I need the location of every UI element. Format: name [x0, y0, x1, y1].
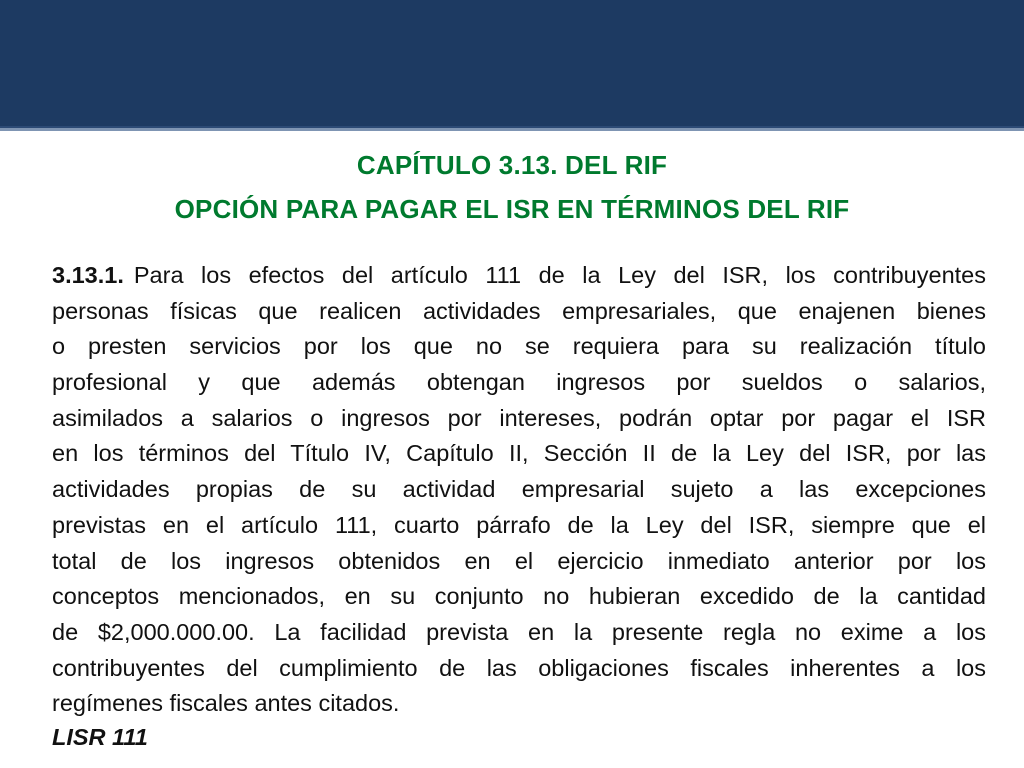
rule-number: 3.13.1. [52, 262, 124, 288]
paragraph-line: o presten servicios por los que no se requiera para su realización título [52, 333, 986, 360]
paragraph-line: conceptos mencionados, en su conjunto no hubieran excedido de la cantidad [52, 583, 986, 610]
legal-reference: LISR 111 [52, 724, 148, 750]
paragraph-line: profesional y que además obtengan ingresos por sueldos o salarios, [52, 369, 986, 396]
paragraph-line [52, 258, 986, 294]
rule-paragraph [52, 258, 986, 722]
chapter-subtitle: OPCIÓN PARA PAGAR EL ISR EN TÉRMINOS DEL RIF [174, 194, 850, 224]
paragraph-line: previstas en el artículo 111, cuarto párrafo de la Ley del ISR, siempre que el [52, 511, 986, 538]
paragraph-line: asimilados a salarios o ingresos por intereses, podrán optar por pagar el ISR [52, 404, 986, 431]
header-band [0, 0, 1024, 131]
chapter-title: CAPÍTULO 3.13. DEL RIF [356, 150, 668, 180]
paragraph-line: personas físicas que realicen actividades empresariales, que enajenen bienes [52, 297, 986, 324]
paragraph-line: total de los ingresos obtenidos en el ejercicio inmediato anterior por los [52, 547, 986, 574]
paragraph-line-text: Para los efectos del artículo 111 de la Ley del ISR, los contribuyentes [133, 262, 986, 288]
paragraph-line: de $2,000.000.00. La facilidad prevista en la presente regla no exime a los [52, 618, 986, 645]
paragraph-line: contribuyentes del cumplimiento de las obligaciones fiscales inherentes a los [52, 654, 986, 681]
paragraph-line: en los términos del Título IV, Capítulo II, Sección II de la Ley del ISR, por las [52, 440, 986, 467]
paragraph-line: actividades propias de su actividad empresarial sujeto a las excepciones [52, 476, 986, 503]
paragraph-line: regímenes fiscales antes citados. [52, 690, 400, 717]
